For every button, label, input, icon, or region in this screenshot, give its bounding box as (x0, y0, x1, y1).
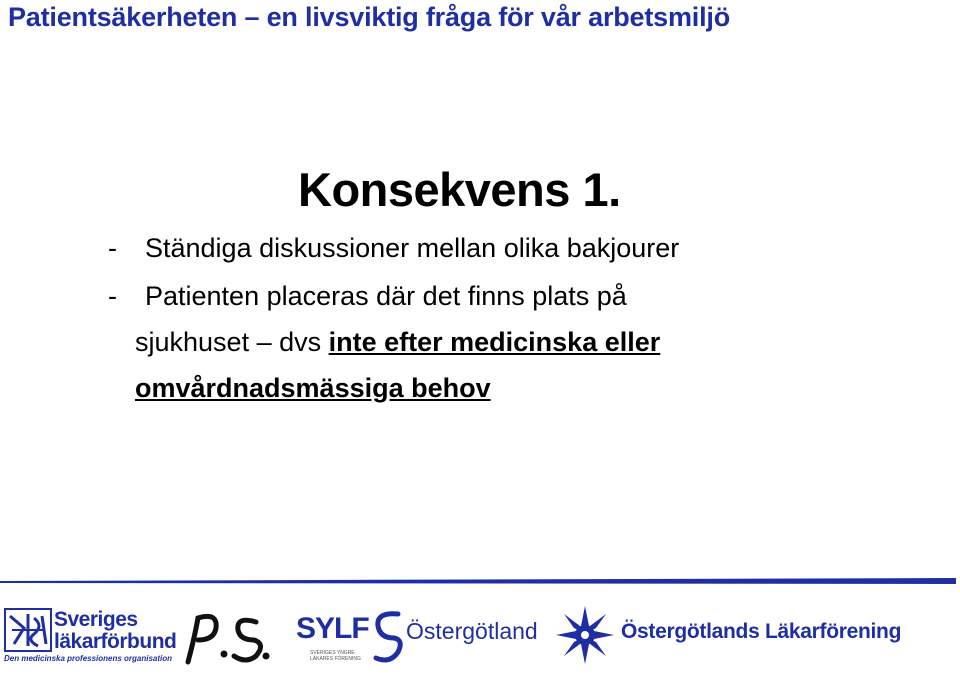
ps-signature-logo (184, 610, 272, 666)
sylf-acronym: SYLF (296, 612, 369, 645)
bullet-item (108, 224, 679, 272)
footer-logos (0, 596, 960, 676)
sylf-region: Östergötland (406, 618, 538, 644)
slf-name-line1: Sveriges (54, 608, 138, 631)
slf-name-line2: läkarförbund (54, 630, 177, 653)
bullet-continuation-last (108, 364, 679, 412)
bullet-list (108, 224, 679, 412)
bullet-dash: - (108, 233, 117, 263)
sylf-swirl-icon (370, 608, 404, 666)
sylf-subtitle: SVERIGES YNGRE LÄKARES FÖRENING (310, 650, 361, 662)
continuation-plain: sjukhuset – dvs (135, 327, 329, 357)
slf-tagline: Den medicinska professionens organisation (4, 654, 173, 663)
ol-name: Östergötlands Läkarförening (621, 620, 902, 643)
slide-heading: Konsekvens 1. (298, 163, 621, 216)
continuation-emphasis: inte efter medicinska eller (328, 327, 661, 357)
header-title: Patientsäkerheten – en livsviktig fråga för vår arbetsmiljö (8, 2, 730, 32)
bullet-text: Patienten placeras där det finns plats på (145, 281, 627, 311)
last-line-emphasis: omvårdnadsmässiga behov (135, 373, 491, 403)
bullet-continuation (108, 320, 679, 364)
slf-logo (0, 608, 180, 670)
bullet-text: Ständiga diskussioner mellan olika bakjourer (145, 233, 680, 263)
sylf-logo (294, 606, 546, 668)
ostergotland-emblem-icon (556, 606, 614, 664)
slf-emblem-icon (4, 608, 52, 652)
bullet-item (108, 272, 679, 320)
footer-rule (0, 578, 956, 584)
bullet-dash: - (108, 281, 117, 311)
